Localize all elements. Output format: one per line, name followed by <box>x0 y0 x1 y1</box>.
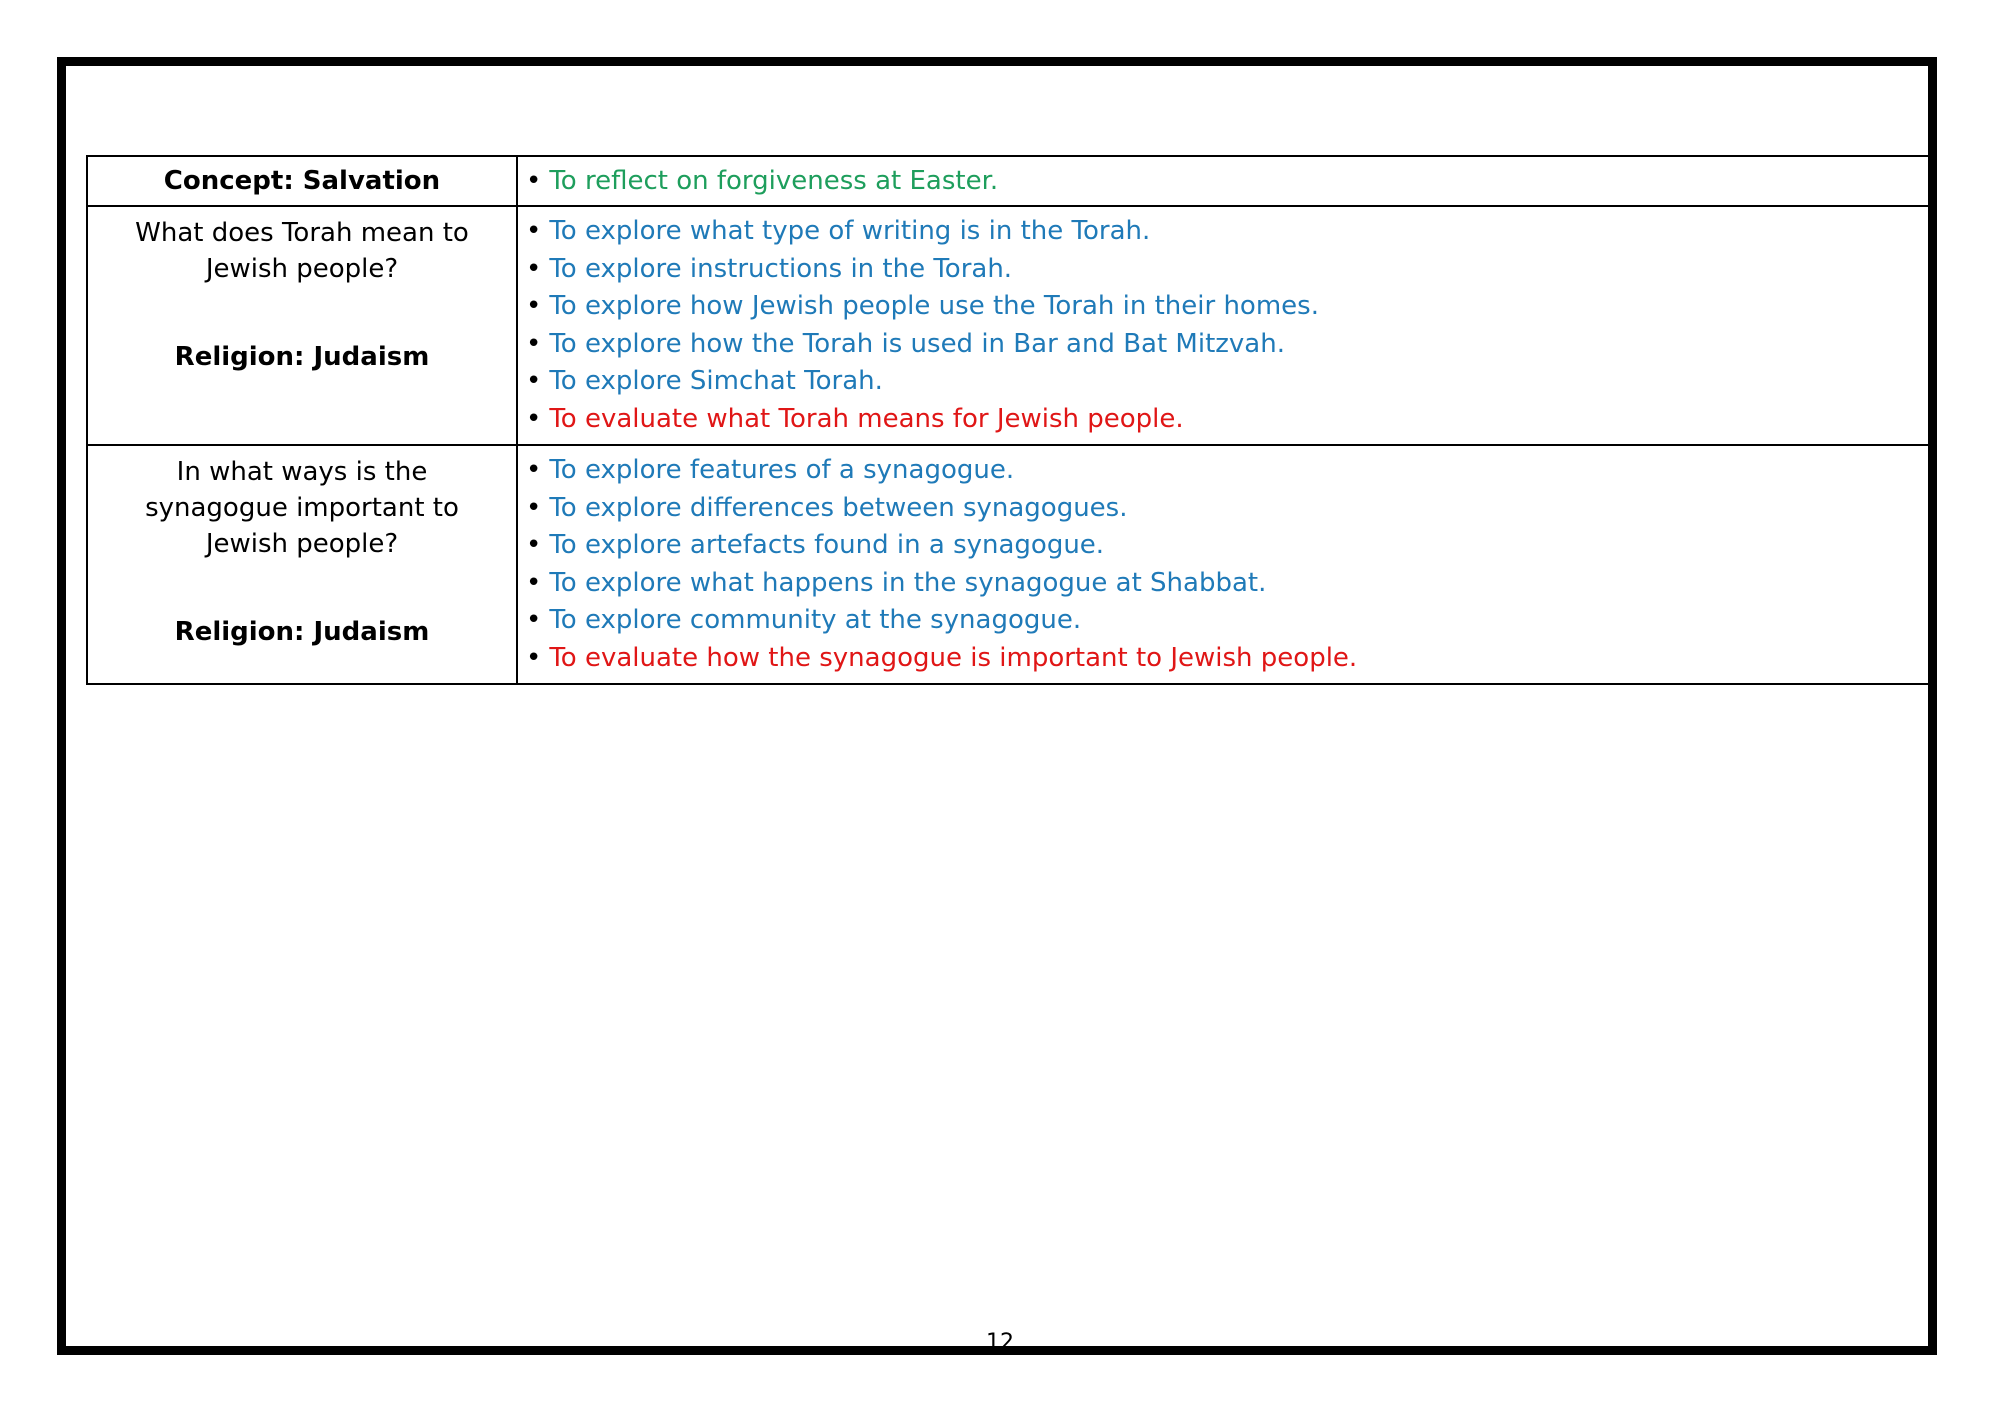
unit-question: In what ways is the synagogue important to Jewish people? <box>145 457 459 559</box>
bullet-icon: • <box>526 328 542 359</box>
objective-text: To explore community at the synagogue. <box>549 605 1082 635</box>
page-number: 12 <box>986 1330 1014 1355</box>
objective-text: To explore how the Torah is used in Bar and Bat Mitzvah. <box>549 328 1285 359</box>
unit-question-cell <box>87 445 517 684</box>
objective-text: To explore how Jewish people use the Torah in their homes. <box>549 291 1319 321</box>
bullet-icon: • <box>526 455 542 485</box>
objective-item <box>526 288 1920 326</box>
unit-objectives <box>517 206 1929 445</box>
objective-text: To explore features of a synagogue. <box>549 455 1015 485</box>
objective-item <box>526 213 1920 251</box>
unit-objectives <box>517 445 1929 684</box>
bullet-icon: • <box>526 166 542 196</box>
objective-text: To explore what type of writing is in the Torah. <box>549 216 1151 246</box>
objective-text: To evaluate how the synagogue is important to Jewish people. <box>549 642 1358 673</box>
curriculum-table <box>86 155 1930 685</box>
bullet-icon: • <box>526 291 542 321</box>
bullet-icon: • <box>526 642 542 673</box>
bullet-icon: • <box>526 403 542 434</box>
objective-item <box>526 602 1920 640</box>
bullet-icon: • <box>526 567 542 598</box>
unit-question-cell <box>87 206 517 445</box>
objective-text: To explore Simchat Torah. <box>549 366 883 396</box>
bullet-icon: • <box>526 492 542 523</box>
unit-row-synagogue <box>87 445 1929 684</box>
objective-text: To explore instructions in the Torah. <box>549 253 1013 284</box>
objective-item <box>526 163 1920 199</box>
unit-religion: Religion: Judaism <box>174 342 430 372</box>
objective-item <box>526 401 1920 439</box>
bullet-icon: • <box>526 216 542 246</box>
objective-text: To evaluate what Torah means for Jewish people. <box>549 403 1184 434</box>
objective-item <box>526 640 1920 678</box>
objective-item <box>526 565 1920 603</box>
objective-item <box>526 363 1920 401</box>
objective-item <box>526 326 1920 364</box>
concept-title: Concept: Salvation <box>87 156 517 206</box>
objective-item <box>526 527 1920 565</box>
concept-objectives <box>517 156 1929 206</box>
concept-row <box>87 156 1929 206</box>
unit-question: What does Torah mean to Jewish people? <box>135 218 469 284</box>
bullet-icon: • <box>526 366 542 396</box>
objective-text: To explore artefacts found in a synagogue. <box>549 530 1105 560</box>
bullet-icon: • <box>526 253 542 284</box>
bullet-icon: • <box>526 530 542 560</box>
objective-text: To explore differences between synagogues. <box>549 492 1128 523</box>
objective-item <box>526 490 1920 528</box>
objective-item <box>526 251 1920 289</box>
bullet-icon: • <box>526 605 542 635</box>
objective-text: To reflect on forgiveness at Easter. <box>549 166 999 196</box>
objective-item <box>526 452 1920 490</box>
objective-text: To explore what happens in the synagogue at Shabbat. <box>549 567 1267 598</box>
unit-row-torah <box>87 206 1929 445</box>
unit-religion: Religion: Judaism <box>174 617 430 647</box>
